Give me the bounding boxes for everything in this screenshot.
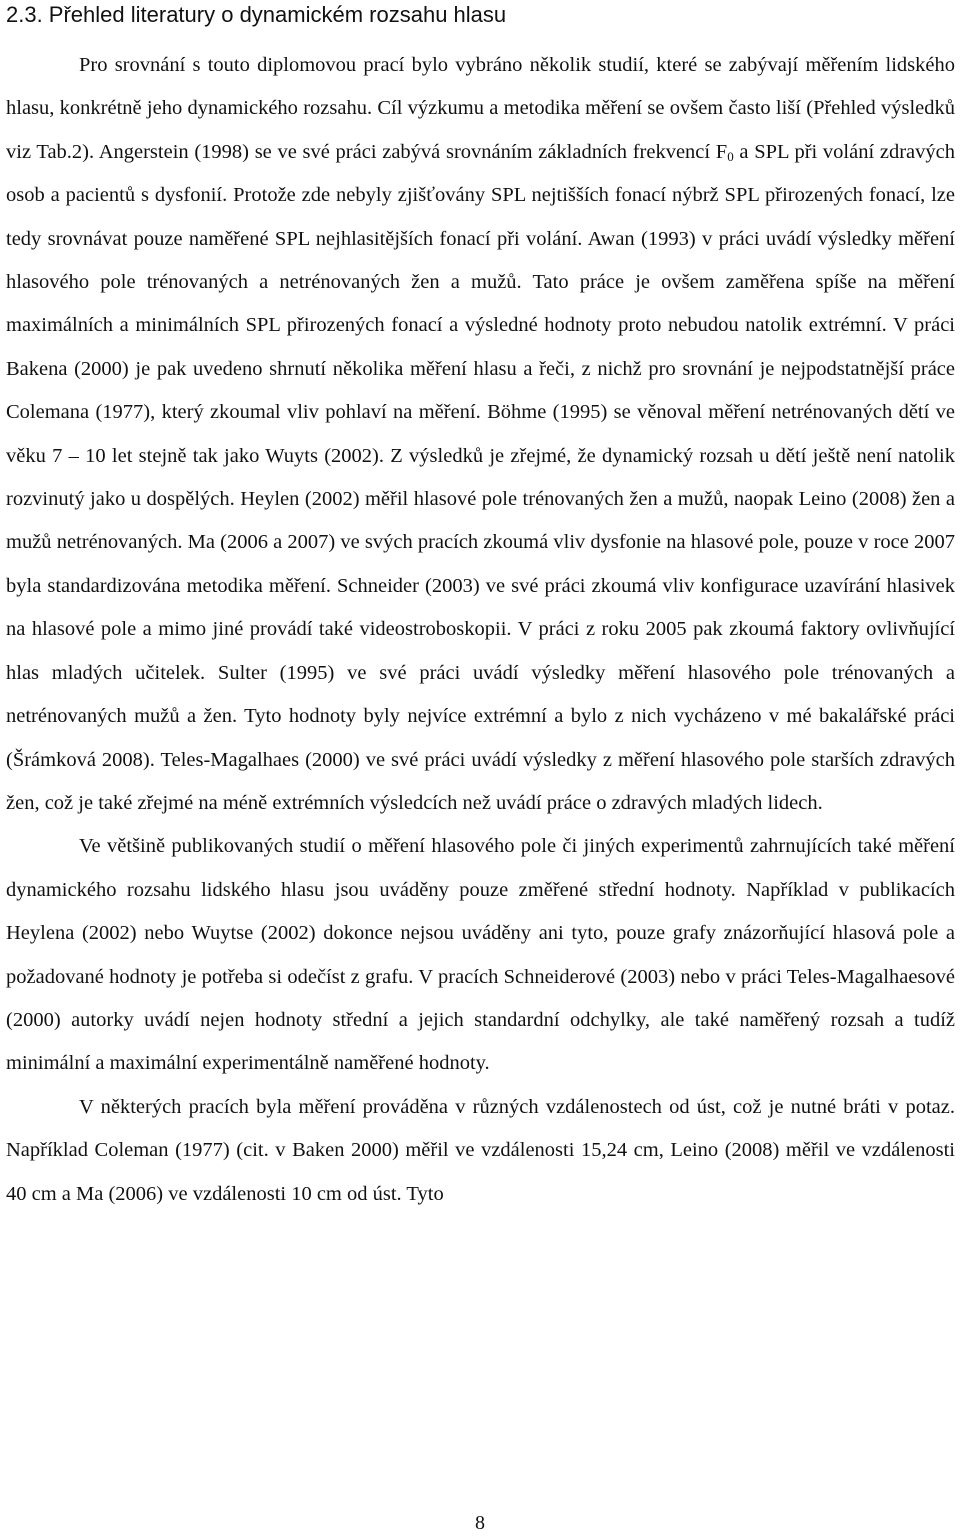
paragraph-measurement-distance: V některých pracích byla měření prováděna v různých vzdálenostech od úst, což je nutné bráti v potaz. Například Coleman (1977) (cit. v Baken 2000) měřil ve vzdálenosti 15,24 cm, Leino (2008) měřil ve vzdálenosti 40 cm a Ma (2006) ve vzdálenosti 10 cm od úst. Tyto [6, 1095, 955, 1205]
section-heading: 2.3. Přehled literatury o dynamickém rozsahu hlasu [6, 2, 507, 27]
paragraph-literature-overview [6, 44, 955, 825]
page-number: 8 [475, 1512, 485, 1534]
paragraph-text-part: a SPL při volání zdravých osob a pacientů s dysfonií. Protože zde nebyly zjišťovány SPL nejtišších fonací nýbrž SPL přirozených fonací, lze tedy srovnávat pouze naměřené SPL nejhlasitějších fonací při volání. Awan (1993) v práci uvádí výsledky měření hlasového pole trénovaných a netrénovaných žen a mužů. Tato práce je ovšem zaměřena spíše na měření maximálních a minimálních SPL přirozených fonací a výsledné hodnoty proto nebudou natolik extrémní. V práci Bakena (2000) je pak uvedeno shrnutí několika měření hlasu a řeči, z nichž pro srovnání je nejpodstatnější práce Colemana (1977), který zkoumal vliv pohlaví na měření. Böhme (1995) se věnoval měření netrénovaných dětí ve věku 7 – 10 let stejně tak jako Wuyts (2002). Z výsledků je zřejmé, že dynamický rozsah u dětí ještě není natolik rozvinutý jako u dospělých. Heylen (2002) měřil hlasové pole trénovaných žen a mužů, naopak Leino (2008) žen a mužů netrénovaných. Ma (2006 a 2007) ve svých pracích zkoumá vliv dysfonie na hlasové pole, pouze v roce 2007 byla standardizována metodika měření. Schneider (2003) ve své práci zkoumá vliv konfigurace uzavírání hlasivek na hlasové pole a mimo jiné provádí také videostroboskopii. V práci z roku 2005 pak zkoumá faktory ovlivňující hlas mladých učitelek. Sulter (1995) ve své práci uvádí výsledky měření hlasového pole trénovaných a netrénovaných mužů a žen. Tyto hodnoty byly nejvíce extrémní a bylo z nich vycházeno v mé bakalářské práci (Šrámková 2008). Teles-Magalhaes (2000) ve své práci uvádí výsledky z měření hlasového pole starších zdravých žen, což je také zřejmé na méně extrémních výsledcích než uvádí práce o zdravých mladých lidech. [6, 140, 955, 814]
paragraph-text-part: Pro srovnání s touto diplomovou prací bylo vybráno několik studií, které se zabývají měřením lidského hlasu, konkrétně jeho dynamického rozsahu. Cíl výzkumu a metodika měření se ovšem často liší (Přehled výsledků viz Tab.2). Angerstein (1998) se ve své práci zabývá srovnáním základních frekvencí F [6, 54, 955, 163]
body-text [6, 44, 955, 1216]
paragraph-published-studies: Ve většině publikovaných studií o měření hlasového pole či jiných experimentů zahrnujících také měření dynamického rozsahu lidského hlasu jsou uváděny pouze změřené střední hodnoty. Například v publikacích Heylena (2002) nebo Wuytse (2002) dokonce nejsou uváděny ani tyto, pouze grafy znázorňující hlasová pole a požadované hodnoty je potřeba si odečíst z grafu. V pracích Schneiderové (2003) nebo v práci Teles-Magalhaesové (2000) autorky uvádí nejen hodnoty střední a jejich standardní odchylky, ale také naměřený rozsah a tudíž minimální a maximální experimentálně naměřené hodnoty. [6, 835, 955, 1075]
f0-subscript: 0 [727, 148, 734, 164]
